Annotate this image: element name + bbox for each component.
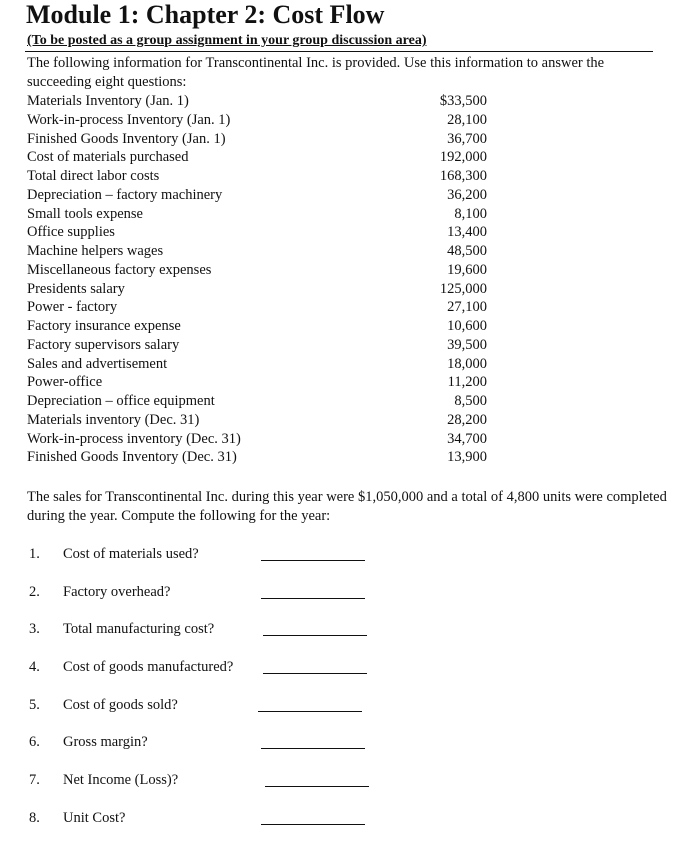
cost-item-label: Sales and advertisement (27, 355, 168, 372)
cost-item-label: Total direct labor costs (27, 168, 160, 184)
answer-blank (261, 748, 365, 749)
question-number: 2. (29, 583, 40, 600)
answer-blank (258, 711, 362, 712)
cost-item-label: Machine helpers wages (27, 243, 164, 259)
cost-item-value: 11,200 (447, 374, 487, 391)
cost-item (27, 373, 487, 392)
question-text: Unit Cost? (63, 809, 126, 826)
cost-item-label: Small tools expense (27, 205, 143, 222)
cost-item-label: Miscellaneous factory expenses (27, 261, 212, 278)
question-text: Cost of goods sold? (63, 696, 178, 713)
cost-item (27, 130, 487, 149)
cost-item-label: Power - factory (27, 299, 118, 316)
cost-item-label: Depreciation – office equipment (27, 393, 215, 409)
question-number: 4. (29, 659, 40, 676)
cost-item (27, 92, 487, 111)
cost-item-value: 28,200 (447, 411, 487, 428)
cost-item-value: 192,000 (439, 149, 487, 166)
page-title: Module 1: Chapter 2: Cost Flow (26, 0, 385, 29)
cost-item-label: Materials Inventory (Jan. 1) (27, 93, 189, 109)
question-number: 1. (29, 546, 40, 562)
cost-item (27, 223, 487, 242)
cost-item-value: 18,000 (447, 355, 487, 372)
cost-item (27, 167, 487, 186)
question-text: Factory overhead? (63, 583, 171, 600)
question-number: 6. (29, 734, 40, 751)
question-number: 7. (29, 772, 40, 789)
question-text: Cost of goods manufactured? (63, 659, 234, 676)
cost-item-label: Factory insurance expense (27, 318, 181, 334)
cost-item-label: Factory supervisors salary (27, 336, 180, 353)
answer-blank (261, 560, 365, 561)
answer-blank (263, 673, 367, 674)
cost-item-label: Finished Goods Inventory (Jan. 1) (27, 130, 226, 147)
cost-item (27, 411, 487, 430)
cost-item (27, 261, 487, 280)
title-divider (25, 51, 653, 52)
cost-items-list (27, 92, 487, 467)
cost-item-label: Finished Goods Inventory (Dec. 31) (27, 449, 237, 466)
cost-item-value: 36,700 (447, 130, 487, 147)
question-text: Total manufacturing cost? (63, 621, 215, 638)
cost-item-value: 13,900 (447, 449, 487, 466)
cost-item (27, 317, 487, 336)
question-number: 5. (29, 696, 40, 713)
cost-item-value: $33,500 (439, 93, 487, 109)
cost-item-label: Depreciation – factory machinery (27, 186, 223, 203)
cost-item-label: Power-office (27, 374, 103, 391)
cost-item (27, 111, 487, 130)
cost-item (27, 242, 487, 261)
cost-item-value: 8,100 (454, 205, 487, 222)
cost-item-value: 34,700 (447, 430, 487, 447)
answer-blank (265, 786, 369, 787)
cost-item-value: 168,300 (439, 168, 487, 184)
answer-blank (261, 598, 365, 599)
cost-item-value: 48,500 (447, 243, 487, 259)
cost-item (27, 186, 487, 205)
cost-item (27, 448, 487, 467)
answer-blank (261, 824, 365, 825)
question-text: Cost of materials used? (63, 546, 199, 562)
cost-item (27, 148, 487, 167)
sales-paragraph: The sales for Transcontinental Inc. during this year were $1,050,000 and a total of 4,800 units were completed during the year. Compute the following for the year: (27, 489, 667, 524)
cost-item-value: 27,100 (447, 299, 487, 316)
question-number: 8. (29, 809, 40, 826)
cost-item (27, 355, 487, 374)
cost-item-value: 28,100 (447, 111, 487, 128)
cost-item (27, 298, 487, 317)
question-number: 3. (29, 621, 40, 638)
cost-item-value: 125,000 (439, 280, 487, 297)
cost-item (27, 205, 487, 224)
cost-item-value: 19,600 (447, 261, 487, 278)
question-text: Gross margin? (63, 734, 148, 751)
cost-item-value: 36,200 (447, 186, 487, 203)
cost-item (27, 392, 487, 411)
cost-item (27, 430, 487, 449)
cost-item (27, 280, 487, 299)
cost-item-label: Cost of materials purchased (27, 149, 189, 166)
assignment-note: (To be posted as a group assignment in your group discussion area) (27, 33, 427, 48)
cost-item-label: Office supplies (27, 224, 115, 241)
intro-text: The following information for Transcontinental Inc. is provided. Use this information to answer the succeeding eight questions: (27, 55, 605, 90)
question-text: Net Income (Loss)? (63, 772, 179, 789)
cost-item-value: 10,600 (447, 318, 487, 334)
cost-item-value: 13,400 (447, 224, 487, 241)
cost-item-label: Presidents salary (27, 280, 125, 297)
cost-item-label: Work-in-process inventory (Dec. 31) (27, 430, 241, 447)
cost-item (27, 336, 487, 355)
cost-item-label: Materials inventory (Dec. 31) (27, 411, 200, 428)
cost-item-label: Work-in-process Inventory (Jan. 1) (27, 111, 231, 128)
cost-item-value: 8,500 (454, 393, 487, 409)
cost-item-value: 39,500 (447, 336, 487, 353)
answer-blank (263, 635, 367, 636)
